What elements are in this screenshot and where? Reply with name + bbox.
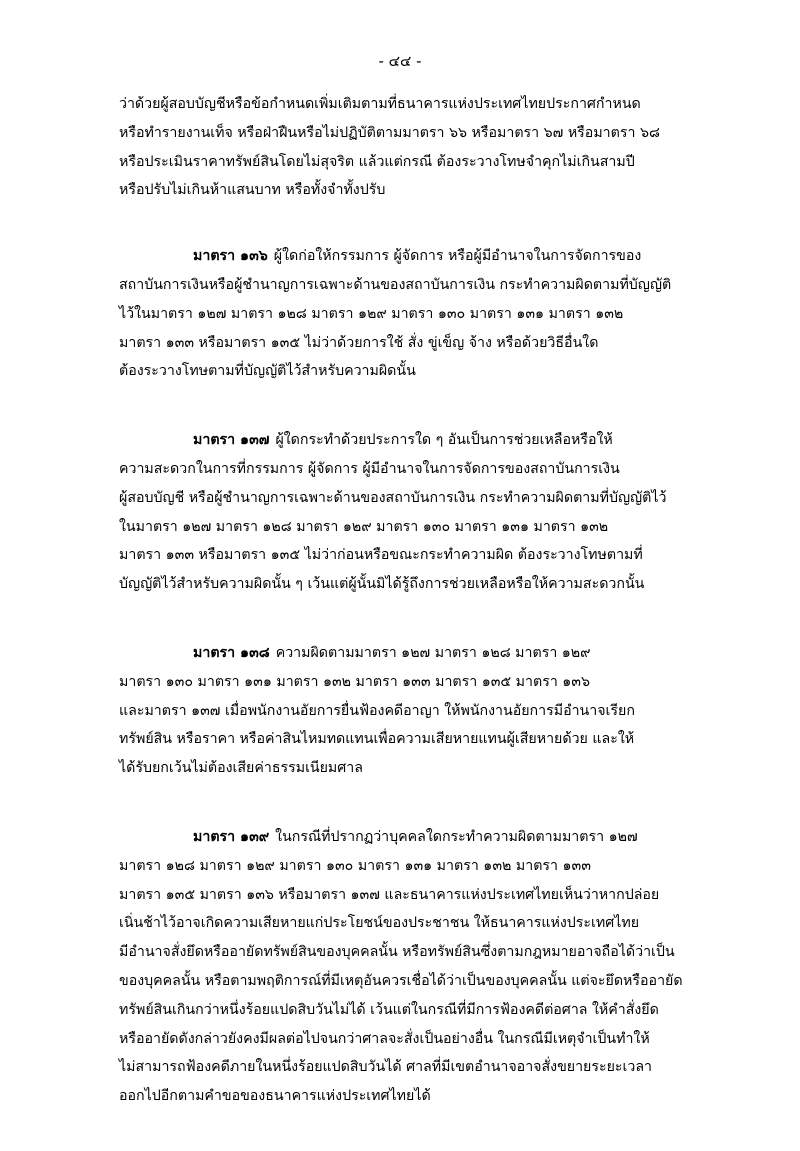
body-line: ของบุคคลนั้น หรือตามพฤติการณ์ที่มีเหตุอันควรเชื่อได้ว่าเป็นของบุคคลนั้น แต่จะยึดหรืออายัด — [119, 972, 683, 989]
section-label: มาตรา ๑๓๙ — [193, 828, 270, 845]
body-line-text: ในกรณีที่ปรากฏว่าบุคคลใดกระทำความผิดตามมาตรา ๑๒๗ — [275, 828, 638, 845]
body-line: ต้องระวางโทษตามที่บัญญัติไว้สำหรับความผิดนั้น — [119, 363, 416, 380]
body-line: ไว้ในมาตรา ๑๒๗ มาตรา ๑๒๘ มาตรา ๑๒๙ มาตรา ๑๓๐ มาตรา ๑๓๑ มาตรา ๑๓๒ — [119, 305, 624, 322]
section-label: มาตรา ๑๓๘ — [193, 644, 270, 661]
body-line: ผู้สอบบัญชี หรือผู้ชำนาญการเฉพาะด้านของสถาบันการเงิน กระทำความผิดตามที่บัญญัติไว้ — [119, 489, 667, 506]
body-line: มาตรา ๑๓๐ มาตรา ๑๓๑ มาตรา ๑๓๒ มาตรา ๑๓๓ มาตรา ๑๓๕ มาตรา ๑๓๖ — [119, 673, 591, 690]
body-line: มาตรา ๑๓๕ มาตรา ๑๓๖ หรือมาตรา ๑๓๗ และธนาคารแห่งประเทศไทยเห็นว่าหากปล่อย — [119, 886, 660, 903]
section-137 — [119, 426, 699, 599]
body-line: ไม่สามารถฟ้องคดีภายในหนึ่งร้อยแปดสิบวันได้ ศาลที่มีเขตอำนาจอาจสั่งขยายระยะเวลา — [119, 1059, 653, 1076]
body-line: ว่าด้วยผู้สอบบัญชีหรือข้อกำหนดเพิ่มเติมตามที่ธนาคารแห่งประเทศไทยประกาศกำหนด — [119, 96, 641, 112]
section-first-line — [119, 242, 699, 271]
section-label: มาตรา ๑๓๗ — [193, 432, 270, 449]
section-label: มาตรา ๑๓๖ — [193, 248, 268, 265]
document-body — [119, 90, 699, 1151]
body-line: บัญญัติไว้สำหรับความผิดนั้น ๆ เว้นแต่ผู้นั้นมิได้รู้ถึงการช่วยเหลือหรือให้ความสะดวกนั้น — [119, 576, 645, 593]
body-line: หรืออายัดดังกล่าวยังคงมีผลต่อไปจนกว่าศาลจะสั่งเป็นอย่างอื่น ในกรณีมีเหตุจำเป็นทำให้ — [119, 1030, 650, 1047]
section-136 — [119, 242, 699, 386]
body-line: สถาบันการเงินหรือผู้ชำนาญการเฉพาะด้านของสถาบันการเงิน กระทำความผิดตามที่บัญญัติ — [119, 276, 672, 293]
body-line: มาตรา ๑๓๓ หรือมาตรา ๑๓๕ ไม่ว่าก่อนหรือขณะกระทำความผิด ต้องระวางโทษตามที่ — [119, 547, 643, 564]
body-line: ในมาตรา ๑๒๗ มาตรา ๑๒๘ มาตรา ๑๒๙ มาตรา ๑๓๐ มาตรา ๑๓๑ มาตรา ๑๓๒ — [119, 518, 609, 535]
section-first-line — [119, 426, 699, 455]
section-first-line — [119, 823, 699, 852]
body-line: และมาตรา ๑๓๗ เมื่อพนักงานอัยการยื่นฟ้องคดีอาญา ให้พนักงานอัยการมีอำนาจเรียก — [119, 702, 635, 719]
section-139 — [119, 823, 699, 1111]
body-line: มาตรา ๑๓๓ หรือมาตรา ๑๓๕ ไม่ว่าด้วยการใช้ สั่ง ขู่เข็ญ จ้าง หรือด้วยวิธีอื่นใด — [119, 334, 599, 351]
body-line: มาตรา ๑๒๘ มาตรา ๑๒๙ มาตรา ๑๓๐ มาตรา ๑๓๑ มาตรา ๑๓๒ มาตรา ๑๓๓ — [119, 857, 591, 874]
section-continuation — [119, 90, 699, 205]
section-138 — [119, 639, 699, 783]
body-line: ออกไปอีกตามคำขอของธนาคารแห่งประเทศไทยได้ — [119, 1088, 431, 1105]
body-line: หรือปรับไม่เกินห้าแสนบาท หรือทั้งจำทั้งปรับ — [119, 182, 386, 199]
body-line: ความสะดวกในการที่กรรมการ ผู้จัดการ ผู้มีอำนาจในการจัดการของสถาบันการเงิน — [119, 460, 620, 477]
page-number: - ๔๔ - — [378, 52, 422, 70]
body-line: เนิ่นช้าไว้อาจเกิดความเสียหายแก่ประโยชน์ของประชาชน ให้ธนาคารแห่งประเทศไทย — [119, 915, 640, 932]
body-line: มีอำนาจสั่งยึดหรืออายัดทรัพย์สินของบุคคลนั้น หรือทรัพย์สินซึ่งตามกฎหมายอาจถือได้ว่าเป็น — [119, 944, 675, 961]
body-line-text: ผู้ใดกระทำด้วยประการใด ๆ อันเป็นการช่วยเหลือหรือให้ — [275, 432, 613, 449]
body-line: หรือประเมินราคาทรัพย์สินโดยไม่สุจริต แล้วแต่กรณี ต้องระวางโทษจำคุกไม่เกินสามปี — [119, 153, 635, 170]
body-line: ทรัพย์สินเกินกว่าหนึ่งร้อยแปดสิบวันไม่ได้ เว้นแต่ในกรณีที่มีการฟ้องคดีต่อศาล ให้คำสั่งยึด — [119, 1001, 659, 1018]
section-first-line — [119, 639, 699, 668]
body-line-text: ความผิดตามมาตรา ๑๒๗ มาตรา ๑๒๘ มาตรา ๑๒๙ — [275, 644, 591, 661]
body-line: ได้รับยกเว้นไม่ต้องเสียค่าธรรมเนียมศาล — [119, 760, 363, 777]
body-line-text: ผู้ใดก่อให้กรรมการ ผู้จัดการ หรือผู้มีอำนาจในการจัดการของ — [273, 248, 642, 265]
body-line: ทรัพย์สิน หรือราคา หรือค่าสินไหมทดแทนเพื่อความเสียหายแทนผู้เสียหายด้วย และให้ — [119, 731, 635, 748]
body-line: หรือทำรายงานเท็จ หรือฝ่าฝืนหรือไม่ปฏิบัติตามมาตรา ๖๖ หรือมาตรา ๖๗ หรือมาตรา ๖๘ — [119, 124, 660, 141]
